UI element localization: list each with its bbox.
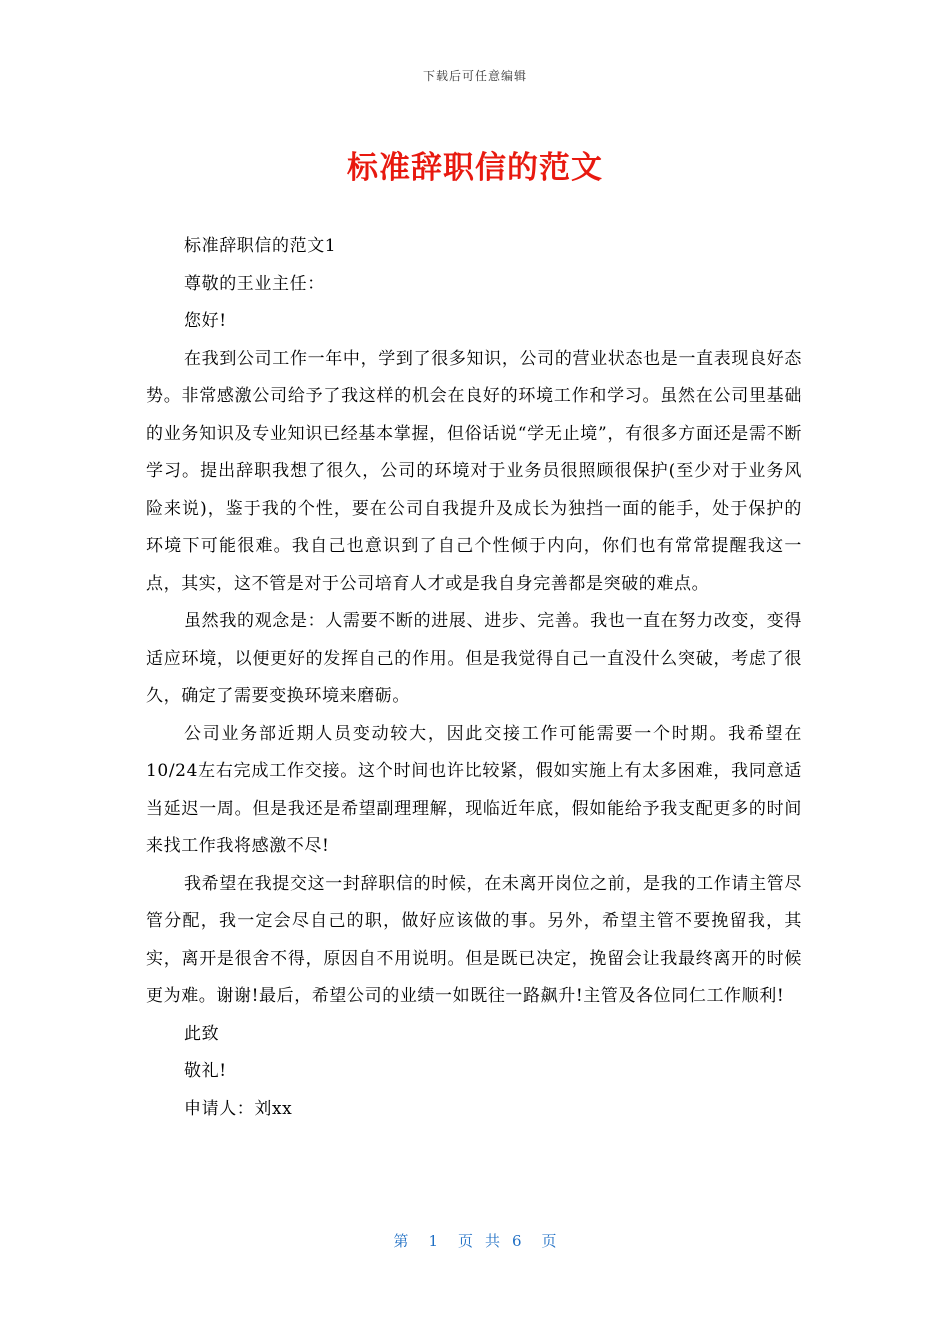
document-title: 标准辞职信的范文	[347, 150, 603, 186]
header-note: 下载后可任意编辑	[422, 69, 527, 83]
body-paragraph: 公司业务部近期人员变动较大，因此交接工作可能需要一个时期。我希望在10/24左右完成工作交接。这个时间也许比较紧，假如实施上有太多困难，我同意适当延迟一周。但是我还是希望副理理解，现临近年底，假如能给予我支配更多的时间来找工作我将感激不尽!	[146, 723, 802, 856]
page-current: 1	[428, 1232, 438, 1250]
document-body	[146, 228, 802, 1128]
body-paragraph: 我希望在我提交这一封辞职信的时候，在未离开岗位之前，是我的工作请主管尽管分配，我一定会尽自己的职，做好应该做的事。另外，希望主管不要挽留我，其实，离开是很舍不得，原因自不用说明。但是既已决定，挽留会让我最终离开的时候更为难。谢谢!最后，希望公司的业绩一如既往一路飙升!主管及各位同仁工作顺利!	[146, 873, 802, 1006]
body-paragraph: 虽然我的观念是：人需要不断的进展、进步、完善。我也一直在努力改变，变得适应环境，以便更好的发挥自己的作用。但是我觉得自己一直没什么突破，考虑了很久，确定了需要变换环境来磨砺。	[146, 611, 802, 706]
closing-regards: 敬礼!	[184, 1061, 227, 1081]
page-middle: 页共	[457, 1232, 512, 1250]
salutation: 尊敬的王业主任：	[184, 273, 325, 294]
page-prefix: 第	[393, 1232, 409, 1250]
page-suffix: 页	[541, 1232, 557, 1250]
applicant-signature: 申请人：刘xx	[184, 1098, 293, 1119]
greeting: 您好!	[184, 311, 227, 331]
page-footer	[0, 1230, 950, 1251]
body-paragraph: 在我到公司工作一年中，学到了很多知识，公司的营业状态也是一直表现良好态势。非常感激公司给予了我这样的机会在良好的环境工作和学习。虽然在公司里基础的业务知识及专业知识已经基本掌握，但俗话说“学无止境”，有很多方面还是需不断学习。提出辞职我想了很久，公司的环境对于业务员很照顾很保护(至少对于业务风险来说)，鉴于我的个性，要在公司自我提升及成长为独挡一面的能手，处于保护的环境下可能很难。我自己也意识到了自己个性倾于内向，你们也有常常提醒我这一点，其实，这不管是对于公司培育人才或是我自身完善都是突破的难点。	[146, 348, 802, 594]
page-total: 6	[512, 1232, 522, 1250]
section-heading: 标准辞职信的范文1	[184, 236, 337, 256]
closing-line: 此致	[184, 1023, 220, 1044]
